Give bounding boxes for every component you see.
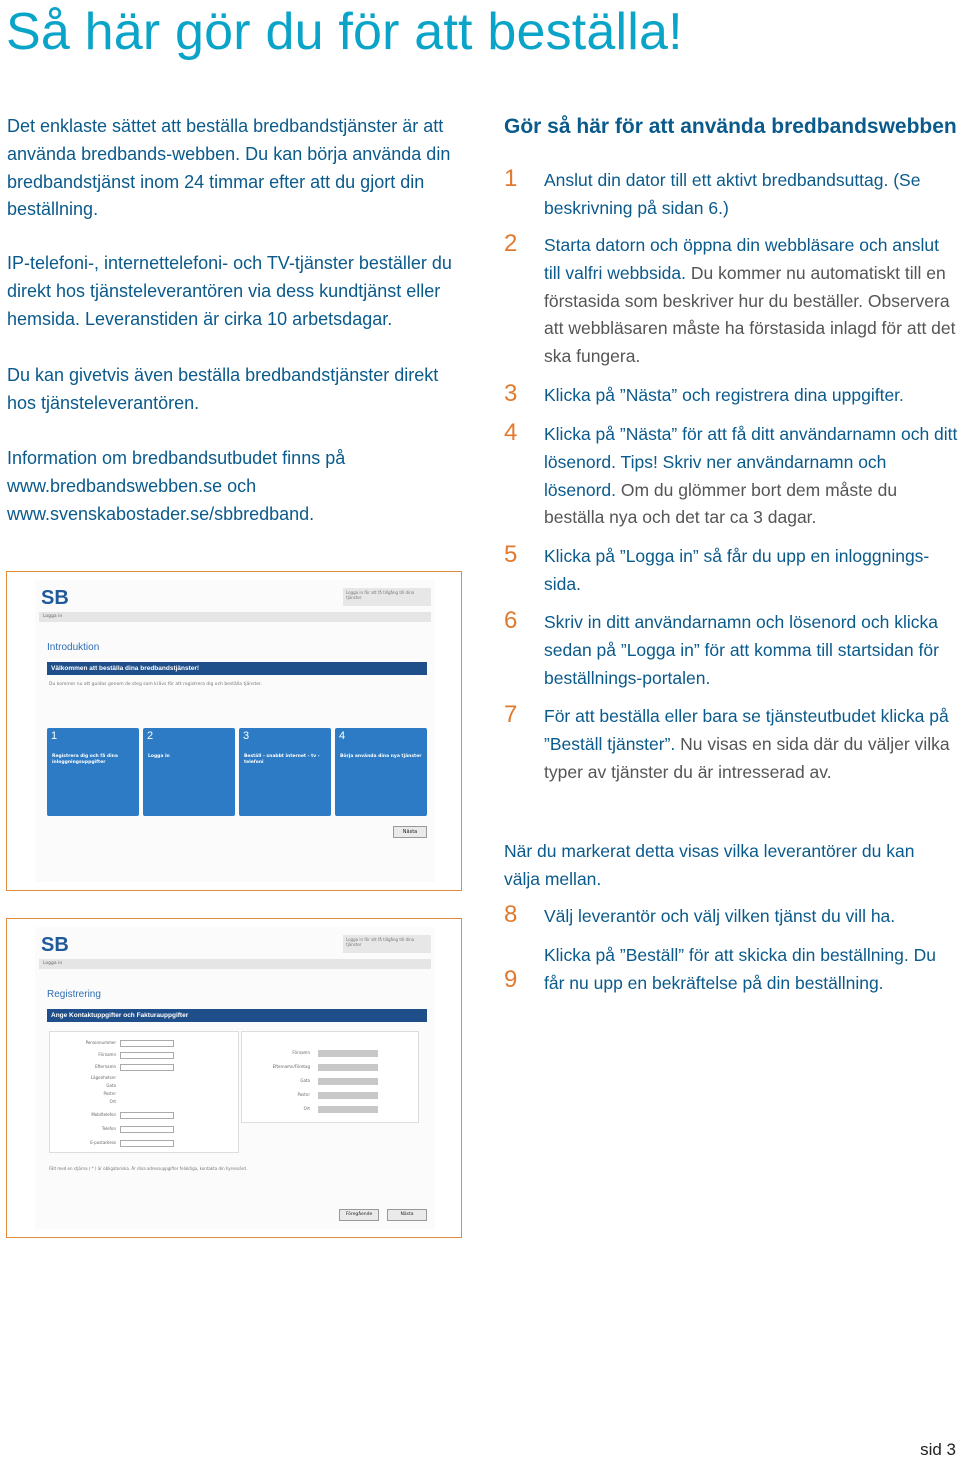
field-label: Mobiltelefon xyxy=(91,1112,116,1117)
page-title: Så här gör du för att beställa! xyxy=(6,3,683,61)
step-text: Klicka på ”Beställ” för att skicka din beställning. Du får nu upp en bekräftelse på din beställning. xyxy=(544,945,936,993)
step-number: 4 xyxy=(504,419,518,446)
text-input[interactable] xyxy=(318,1078,378,1085)
step-text-normal: Nu visas en sida där du väljer vilka typer av tjänster du är intresserad av. xyxy=(544,733,950,782)
field-label: Förnamn xyxy=(292,1050,310,1055)
intro-paragraph: Det enklaste sättet att beställa bredbandstjänster är att använda bredbands-webben. Du kan börja använda din bredbandstjänst inom 24 timmar efter att du gjort din beställning. xyxy=(7,116,451,220)
step-text: Klicka på ”Logga in” så får du upp en inloggnings-sida. xyxy=(544,546,930,594)
step-text xyxy=(544,232,960,371)
welcome-text: Du kommer nu att guidas genom de steg som krävs för att registrera dig och beställa tjänster. xyxy=(49,682,262,687)
step-box xyxy=(239,728,331,816)
step-number: 8 xyxy=(504,901,518,928)
svg-text:SB: SB xyxy=(41,587,69,608)
step-number: 1 xyxy=(504,165,518,192)
section-title: Introduktion xyxy=(47,642,100,653)
ip-telephony-paragraph: IP-telefoni-, internettelefoni- och TV-tjänster beställer du direkt hos tjänsteleverantören via dess kundtjänst eller hemsida. Leveranstiden är cirka 10 arbetsdagar. xyxy=(7,253,452,329)
read-only-value xyxy=(120,1075,174,1082)
text-input[interactable] xyxy=(120,1126,174,1133)
sb-logo-icon xyxy=(41,933,77,955)
field-label: Postnr xyxy=(103,1091,116,1096)
field-label: Lägenhetsnr xyxy=(90,1075,116,1080)
sb-logo-icon xyxy=(41,586,77,608)
step-text: Börja använda dina nya tjänster xyxy=(340,754,422,759)
next-button[interactable]: Nästa xyxy=(387,1209,427,1221)
read-only-value xyxy=(120,1099,174,1106)
step-number: 3 xyxy=(504,380,518,407)
step-number: 2 xyxy=(147,730,154,742)
text-input[interactable] xyxy=(318,1050,378,1057)
text-input[interactable] xyxy=(318,1106,378,1113)
field-label: Efternamn/Företag xyxy=(272,1064,310,1069)
step-number: 7 xyxy=(504,701,518,728)
read-only-value xyxy=(120,1091,174,1098)
screenshot-page xyxy=(35,580,435,882)
welcome-header: Välkommen att beställa dina bredbandstjänster! xyxy=(47,662,427,675)
text-input[interactable] xyxy=(318,1092,378,1099)
step-number: 2 xyxy=(504,230,518,257)
step-text-highlight: För att beställa eller bara se tjänsteutbudet klicka på ”Beställ tjänster”. xyxy=(544,706,949,754)
field-label: E-postadress xyxy=(90,1140,116,1145)
step-box xyxy=(47,728,139,816)
field-label: Postnr xyxy=(297,1092,310,1097)
billing-form xyxy=(241,1031,419,1123)
step-number: 5 xyxy=(504,541,518,568)
step-text-highlight: Klicka på ”Nästa” för att få ditt användarnamn och ditt lösenord. Tips! Skriv ner användarnamn och lösenord. xyxy=(544,424,958,500)
field-label: Ort xyxy=(109,1099,116,1104)
text-input[interactable] xyxy=(120,1112,174,1119)
svg-text:SB: SB xyxy=(41,934,69,955)
field-label: Förnamn xyxy=(98,1052,116,1057)
step-number: 9 xyxy=(504,966,518,993)
step-text: Välj leverantör och välj vilken tjänst du vill ha. xyxy=(544,906,896,926)
direct-order-paragraph: Du kan givetvis även beställa bredbandstjänster direkt hos tjänsteleverantören. xyxy=(7,365,439,413)
step-number: 3 xyxy=(243,730,250,742)
step-text-highlight: Starta datorn och öppna din webbläsare och anslut till valfri webbsida. xyxy=(544,235,939,283)
information-paragraph: Information om bredbandsutbudet finns på www.bredbandswebben.se och www.svenskabostader.se/sbbredband. xyxy=(7,448,346,524)
contact-form xyxy=(49,1031,239,1153)
read-only-value xyxy=(120,1083,174,1090)
field-label: Telefon xyxy=(101,1126,116,1131)
supplier-intro: När du markerat detta visas vilka leverantörer du kan välja mellan. xyxy=(504,841,915,889)
nav-bar: Logga in xyxy=(39,959,431,969)
step-number: 1 xyxy=(51,730,58,742)
form-header: Ange Kontaktuppgifter och Fakturauppgifter xyxy=(47,1009,427,1022)
nav-bar: Logga in xyxy=(39,612,431,622)
step-text: Logga in xyxy=(148,754,170,759)
steps-row xyxy=(47,728,427,816)
text-input[interactable] xyxy=(120,1040,174,1047)
step-number: 4 xyxy=(339,730,346,742)
field-label: Gata xyxy=(106,1083,116,1088)
step-box xyxy=(335,728,427,816)
form-footnote: Fält med en stjärna ( * ) är obligatoriska. Är dina adressuppgifter felaktiga, kontakta din hyresvärd. xyxy=(49,1166,248,1171)
step-text: Registrera dig och få dina inloggningsuppgifter xyxy=(52,754,118,765)
text-input[interactable] xyxy=(120,1052,174,1059)
step-text: Anslut din dator till ett aktivt bredbandsuttag. (Se beskrivning på sidan 6.) xyxy=(544,170,921,218)
text-input[interactable] xyxy=(120,1064,174,1071)
step-text-normal: Du kommer nu automatiskt till en förstasida som beskriver hur du beställer. Observera att webbläsaren måste ha förstasida inlagd för att det ska fungera. xyxy=(544,262,956,367)
back-button[interactable]: Föregående xyxy=(339,1209,379,1221)
login-box: Logga in för att få tillgång till dina tjänster xyxy=(343,935,431,953)
field-label: Ort xyxy=(303,1106,310,1111)
step-number: 6 xyxy=(504,607,518,634)
screenshot-registration xyxy=(6,918,462,1238)
step-text: Skriv in ditt användarnamn och lösenord och klicka sedan på ”Logga in” för att komma till startsidan för beställnings-portalen. xyxy=(544,612,939,688)
step-text: Klicka på ”Nästa” och registrera dina uppgifter. xyxy=(544,385,904,405)
step-text xyxy=(544,421,960,532)
field-label: Efternamn xyxy=(95,1064,116,1069)
field-label: Personnummer xyxy=(85,1040,116,1045)
login-box: Logga in för att få tillgång till dina tjänster xyxy=(343,588,431,606)
text-input[interactable] xyxy=(318,1064,378,1071)
page-number: sid 3 xyxy=(920,1440,956,1459)
field-label: Gata xyxy=(300,1078,310,1083)
steps-heading: Gör så här för att använda bredbandswebben xyxy=(504,115,957,138)
text-input[interactable] xyxy=(120,1140,174,1147)
next-button[interactable]: Nästa xyxy=(393,826,427,838)
screenshot-introduction xyxy=(6,571,462,891)
section-title: Registrering xyxy=(47,989,101,1000)
step-text-normal: Om du glömmer bort dem måste du beställa nya och det tar ca 3 dagar. xyxy=(544,479,898,528)
screenshot-page xyxy=(35,927,435,1229)
step-text: Beställ - snabbt internet - tv - telefoni xyxy=(244,754,320,765)
step-box xyxy=(143,728,235,816)
step-text xyxy=(544,703,960,786)
